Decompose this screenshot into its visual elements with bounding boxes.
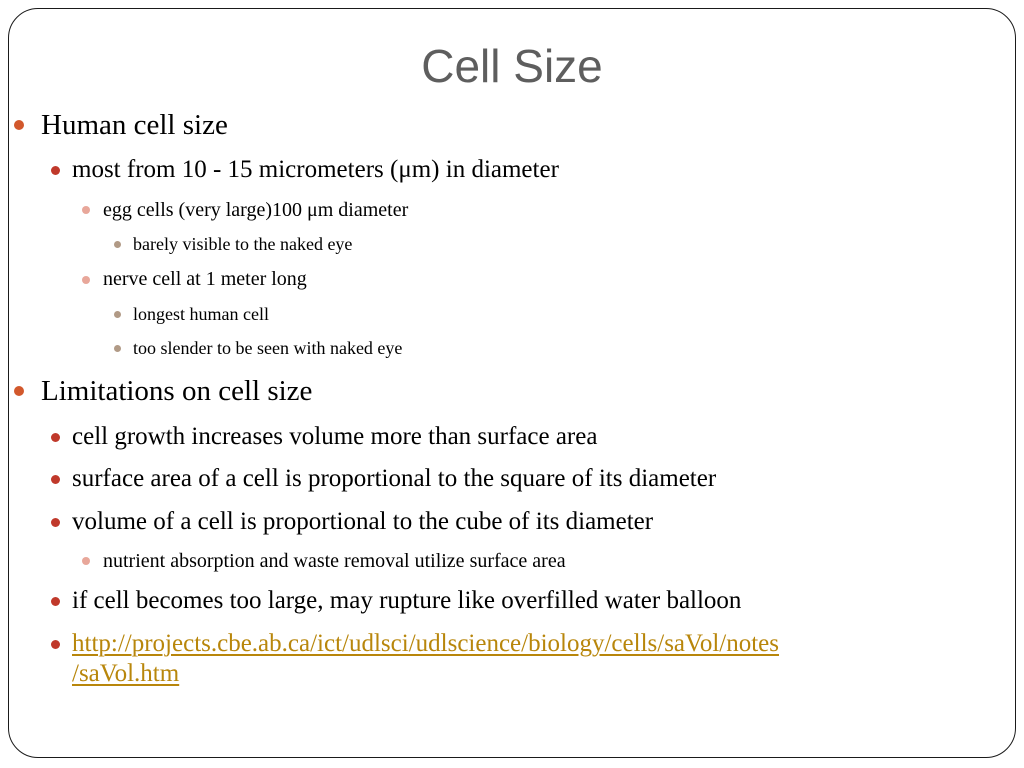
level2-bullet-icon xyxy=(51,475,60,484)
level2-bullet-icon xyxy=(51,640,60,649)
level3-bullet-icon xyxy=(82,557,90,565)
level4-bullet-icon xyxy=(114,241,121,248)
bullet-level3-item: nutrient absorption and waste removal utilize surface area xyxy=(103,550,566,572)
level1-bullet-icon xyxy=(14,120,24,130)
bullet-level3-item: nerve cell at 1 meter long xyxy=(103,268,307,290)
level2-bullet-icon xyxy=(51,518,60,527)
bullet-level2-item: most from 10 - 15 micrometers (μm) in diameter xyxy=(72,156,559,183)
reference-link[interactable] xyxy=(72,630,779,687)
level3-bullet-icon xyxy=(82,206,90,214)
bullet-level2-item: volume of a cell is proportional to the cube of its diameter xyxy=(72,508,654,535)
bullet-level1-item: Human cell size xyxy=(41,109,228,141)
bullet-level4-item: barely visible to the naked eye xyxy=(133,234,353,254)
bullet-level1-item: Limitations on cell size xyxy=(41,375,313,407)
bullet-level2-item: if cell becomes too large, may rupture like overfilled water balloon xyxy=(72,587,742,614)
level1-bullet-icon xyxy=(14,386,24,396)
slide-title: Cell Size xyxy=(421,40,603,92)
bullet-level4-item: longest human cell xyxy=(133,304,269,324)
level3-bullet-icon xyxy=(82,276,90,284)
bullet-level2-item: cell growth increases volume more than surface area xyxy=(72,423,598,450)
bullet-level4-item: too slender to be seen with naked eye xyxy=(133,338,403,358)
reference-link-line2: /saVol.htm xyxy=(72,660,180,687)
reference-link-line1: http://projects.cbe.ab.ca/ict/udlsci/udlscience/biology/cells/saVol/notes xyxy=(72,630,780,657)
level2-bullet-icon xyxy=(51,166,60,175)
level2-bullet-icon xyxy=(51,597,60,606)
bullet-level2-item: surface area of a cell is proportional to the square of its diameter xyxy=(72,465,717,492)
level4-bullet-icon xyxy=(114,345,121,352)
reference-link-item xyxy=(72,629,1017,689)
level2-bullet-icon xyxy=(51,433,60,442)
level4-bullet-icon xyxy=(114,311,121,318)
bullet-level3-item: egg cells (very large)100 μm diameter xyxy=(103,199,409,221)
